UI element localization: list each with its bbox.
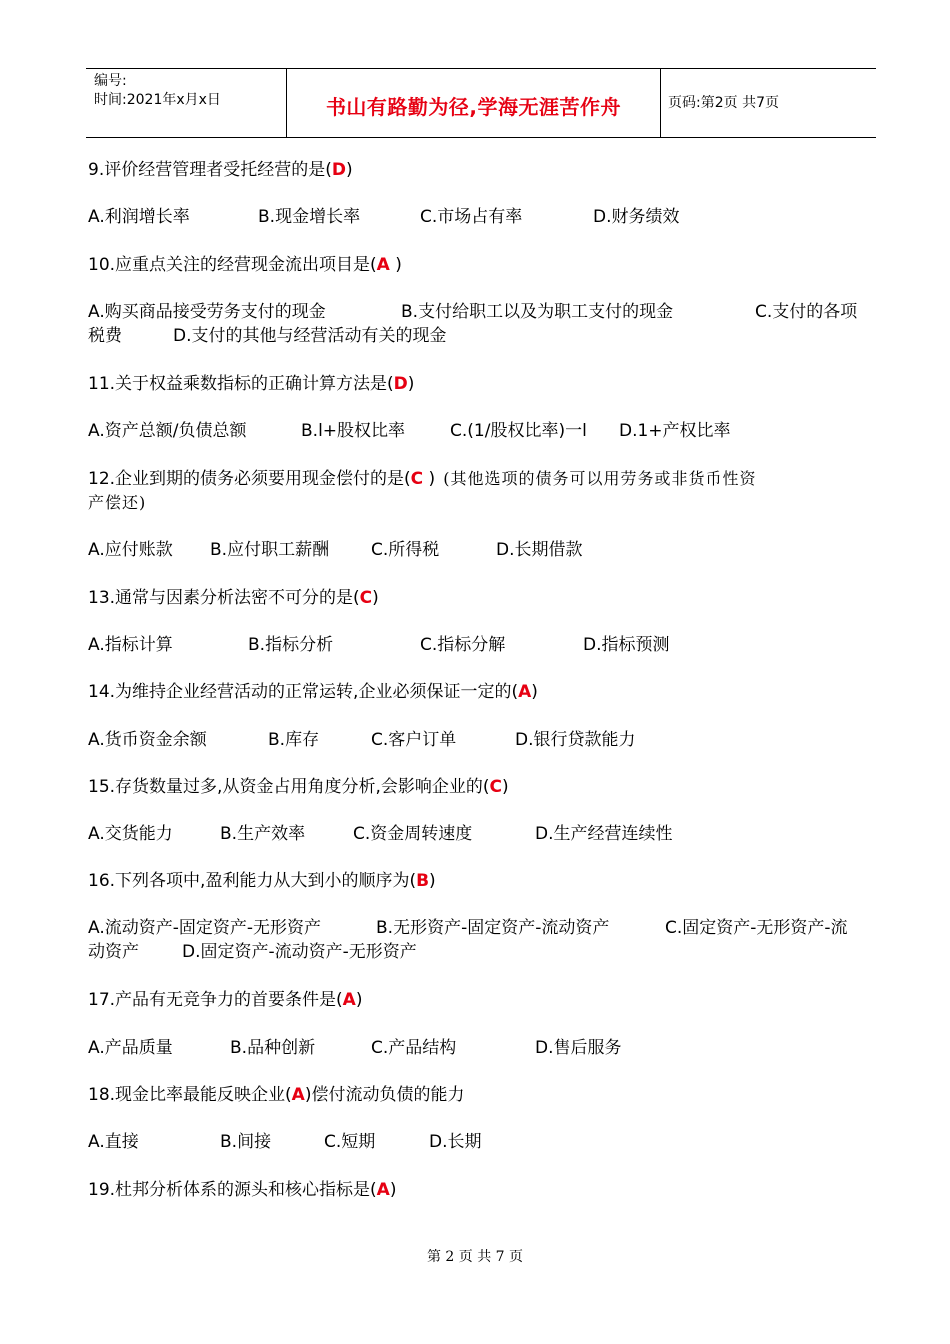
- option-a: A.产品质量: [88, 1038, 173, 1058]
- stem-close: )偿付流动负债的能力: [304, 1085, 465, 1105]
- time-label: 时间:2021年x月x日: [94, 92, 221, 108]
- option-b: B.库存: [268, 730, 320, 750]
- question-stem: [88, 253, 402, 277]
- option-d: D.长期借款: [496, 540, 583, 560]
- stem-text: 9.评价经营管理者受托经营的是(: [88, 160, 332, 180]
- answer-mark: C: [359, 588, 373, 608]
- option-c: C.短期: [324, 1132, 376, 1152]
- option-b: B.无形资产-固定资产-流动资产: [376, 918, 610, 938]
- question-stem: [88, 988, 362, 1012]
- number-label: 编号:: [94, 73, 127, 89]
- stem-text: 13.通常与因素分析法密不可分的是(: [88, 588, 360, 608]
- question-stem: [88, 775, 509, 799]
- option-block: [88, 916, 878, 964]
- option-b: B.品种创新: [230, 1038, 316, 1058]
- answer-note: (其他选项的债务可以用劳务或非货币性资: [443, 469, 757, 488]
- stem-close: ): [531, 682, 538, 702]
- stem-close: ): [355, 990, 363, 1010]
- answer-mark: A: [376, 1180, 390, 1200]
- option-c-cont: 动资产: [88, 942, 139, 962]
- answer-mark: D: [331, 160, 346, 180]
- option-block: [88, 300, 878, 348]
- question-stem: [88, 869, 436, 893]
- document-header: [86, 68, 876, 138]
- stem-close: ): [407, 374, 415, 394]
- stem-text: 16.下列各项中,盈利能力从大到小的顺序为(: [88, 871, 417, 891]
- option-a: A.直接: [88, 1132, 139, 1152]
- header-mid-cell: [286, 69, 661, 137]
- option-c: C.(1/股权比率)一l: [450, 421, 587, 441]
- page-footer: 第 2 页 共 7 页: [426, 1249, 524, 1265]
- answer-mark: A: [376, 255, 390, 275]
- option-b: B.支付给职工以及为职工支付的现金: [401, 302, 674, 322]
- option-c: C.支付的各项: [755, 302, 858, 322]
- question-stem: [88, 1178, 396, 1202]
- option-c: C.市场占有率: [420, 207, 523, 227]
- option-a: A.利润增长率: [88, 207, 190, 227]
- stem-text: 14.为维持企业经营活动的正常运转,企业必须保证一定的(: [88, 682, 519, 702]
- option-b: B.指标分析: [248, 635, 334, 655]
- answer-mark: C: [489, 777, 502, 797]
- option-a: A.流动资产-固定资产-无形资产: [88, 918, 322, 938]
- header-right-cell: [660, 69, 876, 137]
- stem-text: 12.企业到期的债务必须要用现金偿付的是(: [88, 469, 411, 489]
- option-d: D.售后服务: [535, 1038, 622, 1058]
- option-b: B.应付职工薪酬: [210, 540, 330, 560]
- option-c: C.客户订单: [371, 730, 457, 750]
- option-c-cont: 税费: [88, 326, 122, 346]
- option-b: B.间接: [220, 1132, 272, 1152]
- option-b: B.现金增长率: [258, 207, 361, 227]
- motto-text: 书山有路勤为径,学海无涯苦作舟: [325, 95, 622, 119]
- question-stem: [88, 586, 379, 610]
- answer-mark: A: [342, 990, 356, 1010]
- option-c: C.固定资产-无形资产-流: [665, 918, 848, 938]
- option-c: C.指标分解: [420, 635, 506, 655]
- stem-close: ): [389, 255, 402, 275]
- stem-text: 10.应重点关注的经营现金流出项目是(: [88, 255, 377, 275]
- option-a: A.交货能力: [88, 824, 173, 844]
- option-a: A.应付账款: [88, 540, 173, 560]
- stem-text: 19.杜邦分析体系的源头和核心指标是(: [88, 1180, 377, 1200]
- stem-close: ): [372, 588, 379, 608]
- option-d: D.固定资产-流动资产-无形资产: [182, 942, 417, 962]
- option-d: D.指标预测: [583, 635, 670, 655]
- option-a: A.资产总额/负债总额: [88, 421, 247, 441]
- stem-close: ): [423, 469, 436, 489]
- option-a: A.指标计算: [88, 635, 173, 655]
- stem-text: 15.存货数量过多,从资金占用角度分析,会影响企业的(: [88, 777, 490, 797]
- page-info: 页码:第2页 共7页: [668, 95, 779, 111]
- question-stem: [88, 467, 878, 515]
- option-b: B.生产效率: [220, 824, 306, 844]
- answer-note-cont: 产偿还): [88, 493, 147, 512]
- option-d: D.银行贷款能力: [515, 730, 636, 750]
- answer-mark: A: [518, 682, 532, 702]
- question-stem: [88, 1083, 464, 1107]
- option-d: D.长期: [429, 1132, 482, 1152]
- option-c: C.资金周转速度: [353, 824, 473, 844]
- stem-close: ): [389, 1180, 397, 1200]
- stem-text: 18.现金比率最能反映企业(: [88, 1085, 292, 1105]
- option-b: B.l+股权比率: [301, 421, 406, 441]
- stem-text: 17.产品有无竞争力的首要条件是(: [88, 990, 343, 1010]
- header-left-cell: [86, 69, 286, 137]
- question-stem: [88, 372, 414, 396]
- question-stem: [88, 680, 538, 704]
- answer-mark: B: [416, 871, 430, 891]
- stem-close: ): [501, 777, 509, 797]
- option-a: A.购买商品接受劳务支付的现金: [88, 302, 326, 322]
- stem-close: ): [429, 871, 436, 891]
- option-a: A.货币资金余额: [88, 730, 207, 750]
- question-stem: [88, 158, 353, 182]
- option-d: D.生产经营连续性: [535, 824, 673, 844]
- stem-close: ): [345, 160, 353, 180]
- stem-line: [88, 467, 756, 491]
- option-c: C.产品结构: [371, 1038, 457, 1058]
- option-d: D.支付的其他与经营活动有关的现金: [173, 326, 447, 346]
- stem-text: 11.关于权益乘数指标的正确计算方法是(: [88, 374, 394, 394]
- option-d: D.财务绩效: [593, 207, 680, 227]
- option-c: C.所得税: [371, 540, 440, 560]
- option-d: D.1+产权比率: [619, 421, 731, 441]
- answer-mark: A: [291, 1085, 305, 1105]
- answer-mark: D: [393, 374, 408, 394]
- answer-mark: C: [410, 469, 424, 489]
